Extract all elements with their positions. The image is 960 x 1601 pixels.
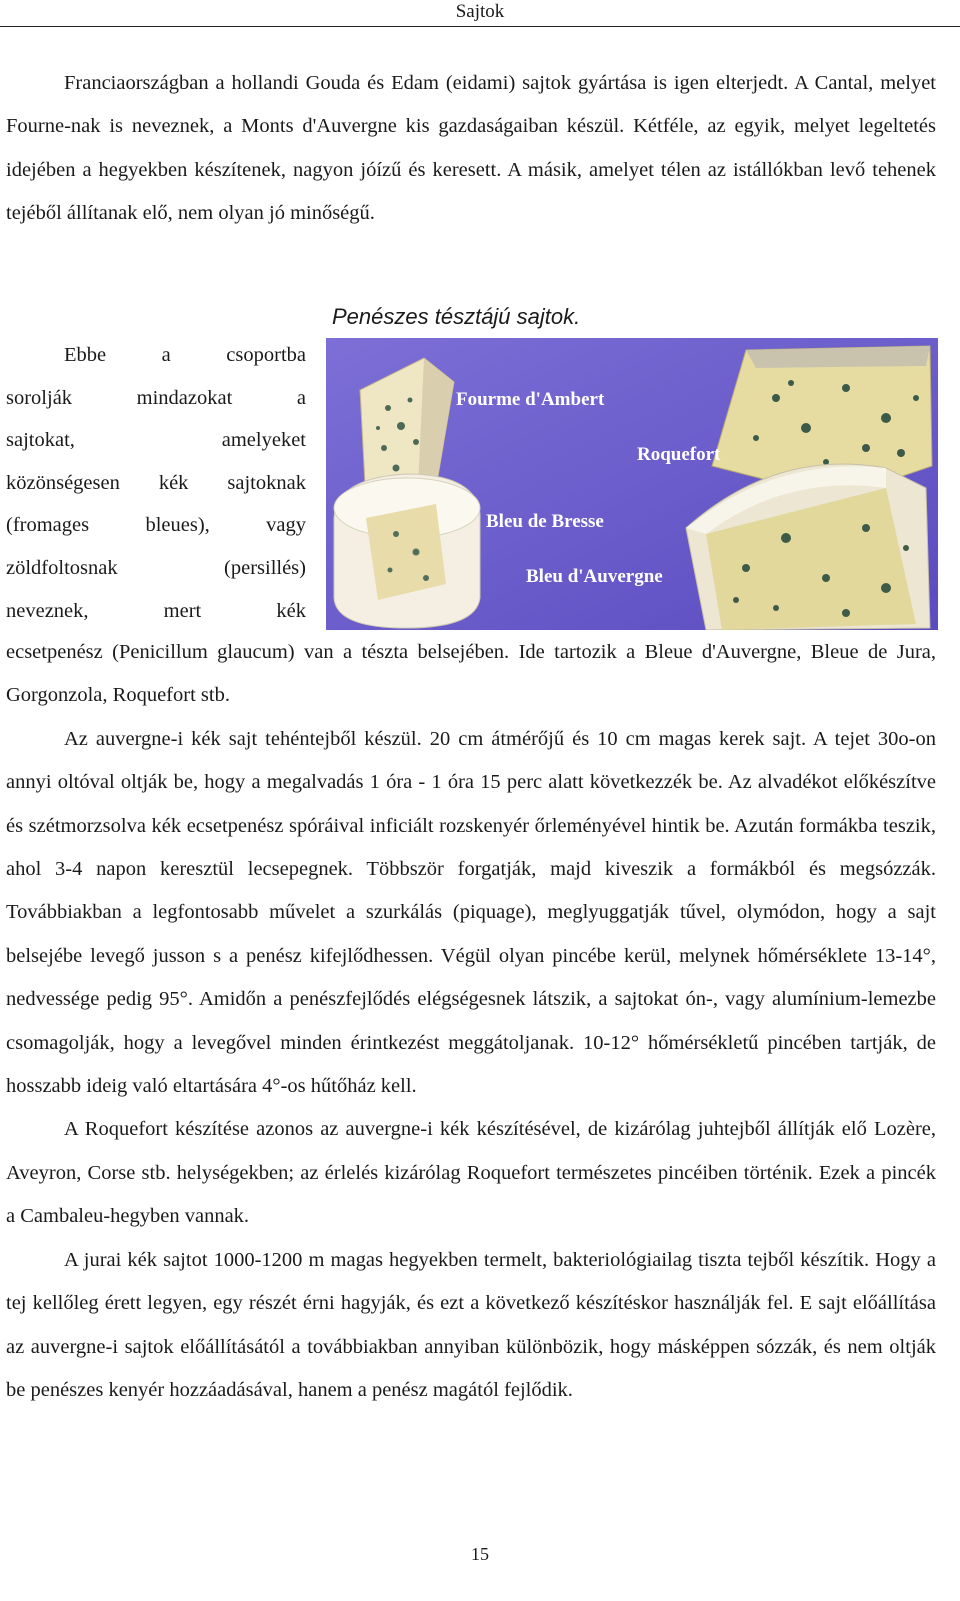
word: sorolják <box>6 386 73 409</box>
paragraph-auvergne-text: Az auvergne-i kék sajt tehéntejből készül. 20 cm átmérőjű és 10 cm magas kerek sajt. A tejet 30o-on annyi oltóval oltják be, hogy a megalvadás 1 óra - 1 óra 15 perc alatt következzék be. Az alvadékot előkészítve és szétmorzsolva kék ecsetpenész spóráival inficiált rozskenyér őrleményével hintik be. Azután formákba teszik, ahol 3-4 napon keresztül lecsepegnek. Többször forgatják, majd kiveszik a formákból és megsózzák. Továbbiakban a legfontosabb művelet a szurkálás (piquage), meglyuggatják tűvel, olymódon, hogy a sajt belsejébe levegő jusson s a penész kifejlődhessen. Végül olyan pincébe kerül, melynek hőmérséklete 13-14°, nedvessége pedig 95°. Amidőn a penészfejlődés elégségesnek látszik, a sajtokat ón-, vagy alumínium-lemezbe csomagolják, hogy a levegővel minden érintkezést meggátoljanak. 10-12° hőmérsékletű pincében tartják, de hosszabb ideig való eltartására 4°-os hűtőház kell. <box>6 727 936 1098</box>
word: közönségesen <box>6 471 120 494</box>
text-line <box>6 504 306 547</box>
word: sajtokat, <box>6 429 75 452</box>
word: a <box>296 386 306 409</box>
page-number: 15 <box>471 1544 489 1564</box>
cheese-illustration <box>326 338 938 630</box>
cheese-photo <box>326 338 938 630</box>
paragraph-cantal-text: Franciaországban a hollandi Gouda és Edam (eidami) sajtok gyártása is igen elterjedt. A Cantal, melyet Fourne-nak is neveznek, a Monts d'Auvergne kis gazdaságaiban készül. Kétféle, az egyik, melyet legeltetés idejében a hegyekben készítenek, nagyon jóízű és keresett. A másik, amelyet télen az istállókban levő tehenek tejéből állítanak elő, nem olyan jó minőségű. <box>6 72 936 225</box>
paragraph-blue-cheese-continued: ecsetpenész (Penicillum glaucum) van a tészta belsejében. Ide tartozik a Bleue d'Auvergne, Bleue de Jura, Gorgonzola, Roquefort stb. <box>6 641 936 707</box>
text-line <box>6 377 306 420</box>
paragraph-roquefort <box>6 1108 936 1238</box>
word: Ebbe <box>64 344 107 366</box>
paragraph-blue-cheese-intro <box>6 334 306 632</box>
word: neveznek, <box>6 599 89 622</box>
figure-caption: Penészes tésztájú sajtok. <box>332 304 581 329</box>
paragraph-roquefort-text: A Roquefort készítése azonos az auvergne-i kék készítésével, de kizárólag juhtejből állítják elő Lozère, Aveyron, Corse stb. helységekben; az érlelés kizárólag Roquefort természetes pincéiben történik. Ezek a pincék a Cambaleu-hegyben vannak. <box>6 1118 936 1228</box>
word: kék <box>158 471 189 494</box>
bresse-cheese <box>334 474 480 628</box>
word: mindazokat <box>136 386 233 409</box>
label-bresse: Bleu de Bresse <box>486 511 604 532</box>
word: a <box>161 344 171 366</box>
word: kék <box>276 599 306 622</box>
text-line <box>6 547 306 590</box>
word: csoportba <box>226 344 306 366</box>
label-roquefort: Roquefort <box>637 444 721 465</box>
text-line <box>6 334 306 377</box>
paragraph-cantal <box>6 62 936 236</box>
word: (fromages <box>6 514 90 537</box>
header-rule <box>0 26 960 27</box>
text-line <box>6 419 306 462</box>
page-header: Sajtok <box>455 1 505 22</box>
text-line <box>6 462 306 505</box>
paragraph-auvergne <box>6 718 936 1109</box>
word: mert <box>163 599 202 622</box>
word: amelyeket <box>221 429 306 452</box>
paragraph-jura <box>6 1239 936 1413</box>
word: (persillés) <box>224 556 306 579</box>
label-fourme: Fourme d'Ambert <box>456 389 605 410</box>
body-text <box>6 631 936 1412</box>
paragraph-jura-text: A jurai kék sajtot 1000-1200 m magas hegyekben termelt, bakteriológiailag tiszta tejből készítik. Hogy a tej kellőleg érett legyen, egy részét érni hagyják, és ezt a következő készítéskor használják fel. E sajt előállítása az auvergne-i sajtok előállításától a továbbiakban annyiban különbözik, hogy másképpen sózzák, és nem oltják be penészes kenyér hozzáadásával, hanem a penész magától fejlődik. <box>6 1248 936 1401</box>
label-auvergne: Bleu d'Auvergne <box>526 566 663 587</box>
word: vagy <box>266 514 306 537</box>
word: zöldfoltosnak <box>6 556 118 579</box>
word: bleues), <box>145 514 210 537</box>
word: sajtoknak <box>227 471 306 494</box>
text-line <box>6 590 306 633</box>
